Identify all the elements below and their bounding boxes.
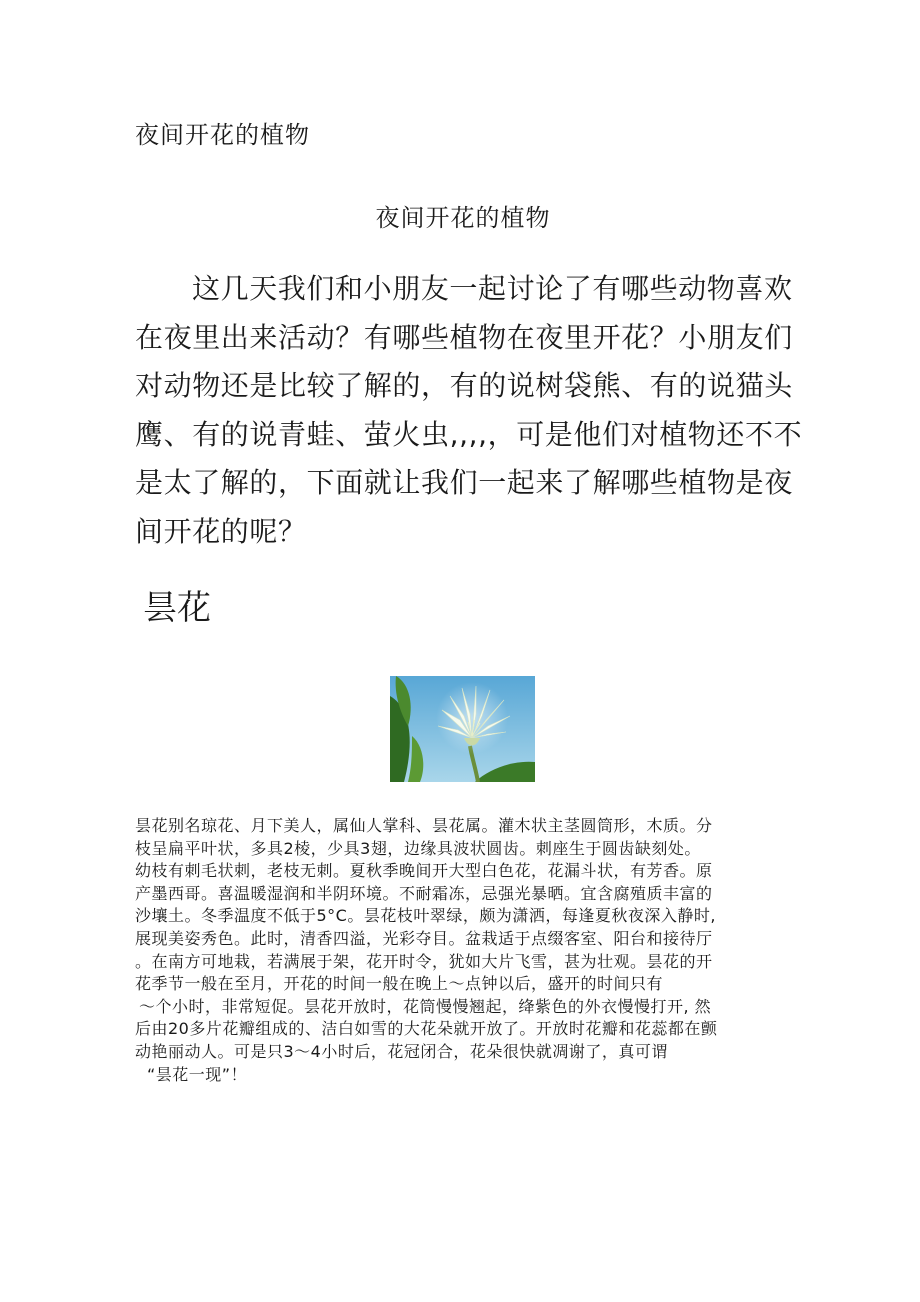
flower-image	[390, 676, 535, 782]
body-line: 动艳丽动人。可是只3～4小时后，花冠闭合，花朵很快就凋谢了，真可谓	[135, 1041, 668, 1061]
body-line: 枝呈扁平叶状，多具2棱，少具3翅，边缘具波状圆齿。刺座生于圆齿缺刻处。	[135, 838, 701, 858]
body-line: ～个小时，非常短促。昙花开放时，花筒慢慢翘起，绛紫色的外衣慢慢打开, 然	[139, 996, 712, 1016]
body-line: “昙花一现”！	[147, 1064, 248, 1084]
body-line: 后由20多片花瓣组成的、洁白如雪的大花朵就开放了。开放时花瓣和花蕊都在颤	[135, 1019, 718, 1039]
section-body	[135, 815, 795, 1086]
body-line: 昙花别名琼花、月下美人，属仙人掌科、昙花属。灌木状主茎圆筒形，木质。分	[135, 816, 713, 835]
intro-line: 鹰、有的说青蛙、萤火虫,,,,，可是他们对植物还不不	[135, 417, 803, 451]
body-line: 展现美姿秀色。此时，清香四溢，光彩夺目。盆栽适于点缀客室、阳台和接待厅	[135, 928, 713, 948]
night-blooming-cereus-photo	[390, 676, 535, 782]
document-title-text: 夜间开花的植物	[375, 204, 551, 232]
intro-line: 是太了解的，下面就让我们一起来了解哪些植物是夜	[135, 466, 793, 499]
document-title	[0, 198, 920, 233]
intro-line: 间开花的呢？	[135, 514, 307, 548]
document-header: 夜间开花的植物	[135, 121, 310, 149]
body-line: 花季节一般在至月，开花的时间一般在晚上～点钟以后，盛开的时间只有	[135, 974, 664, 994]
intro-line: 这几天我们和小朋友一起讨论了有哪些动物喜欢	[192, 272, 793, 305]
intro-paragraph	[135, 265, 803, 556]
intro-line: 在夜里出来活动？有哪些植物在夜里开花？小朋友们	[135, 320, 793, 354]
body-line: 产墨西哥。喜温暖湿润和半阴环境。不耐霜冻，忌强光暴晒。宜含腐殖质丰富的	[135, 883, 713, 903]
body-line: 。在南方可地栽，若满展于架，花开时令，犹如大片飞雪，甚为壮观。昙花的开	[135, 951, 713, 971]
section-heading: 昙花	[143, 588, 211, 628]
body-line: 幼枝有刺毛状刺，老枝无刺。夏秋季晚间开大型白色花，花漏斗状，有芳香。原	[135, 861, 713, 881]
body-line: 沙壤土。冬季温度不低于5°C。昙花枝叶翠绿，颇为潇洒，每逢夏秋夜深入静时,	[135, 906, 716, 926]
intro-line: 对动物还是比较了解的，有的说树袋熊、有的说猫头	[135, 369, 793, 402]
